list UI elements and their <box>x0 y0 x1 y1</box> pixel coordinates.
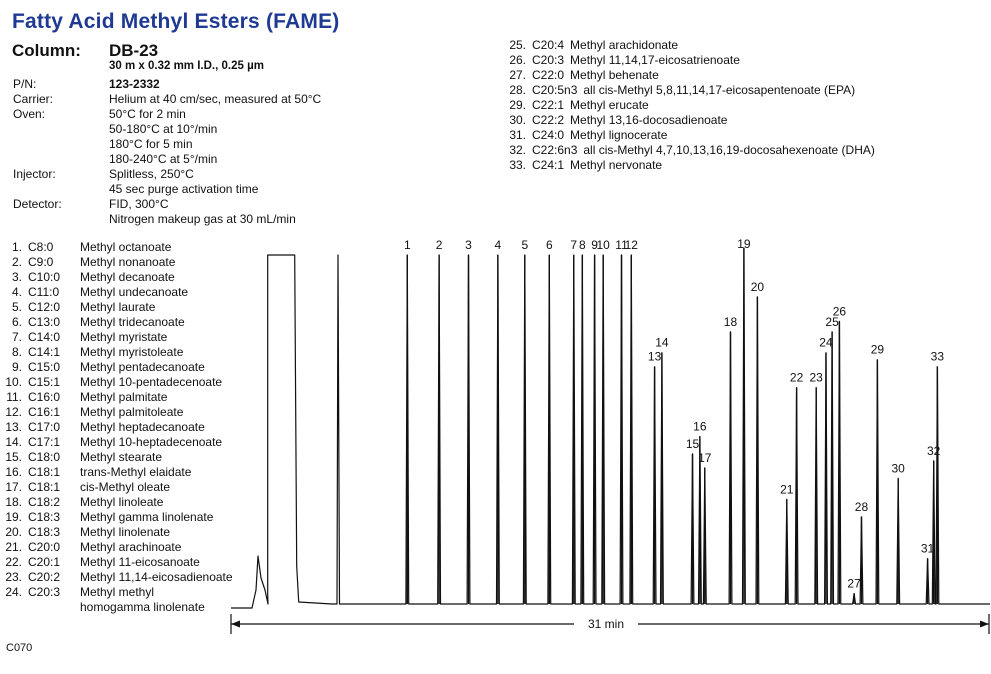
legend-item-num: 5. <box>11 300 22 314</box>
legend-item-name: Methyl nervonate <box>570 158 663 172</box>
legend-item-num: 28. <box>509 83 526 97</box>
column-value: DB-23 <box>109 41 159 60</box>
peak-label-12: 12 <box>624 238 638 252</box>
legend-item-num: 16. <box>5 465 22 479</box>
peak-label-9: 9 <box>591 238 598 252</box>
legend-item-num: 29. <box>509 98 526 112</box>
legend-item-code: C20:1 <box>28 555 61 569</box>
peak-label-26: 26 <box>832 304 847 319</box>
peak-label-7: 7 <box>570 238 578 252</box>
legend-item-code: C10:0 <box>28 270 61 284</box>
peak-label-32: 32 <box>927 443 941 458</box>
legend-item-name: Methyl linolenate <box>80 525 171 539</box>
legend-item-name: Methyl palmitate <box>80 390 168 404</box>
peak-label-22: 22 <box>789 370 804 385</box>
legend-item-code: C16:1 <box>28 405 61 419</box>
legend-item-code: C13:0 <box>28 315 61 329</box>
peak-label-31: 31 <box>920 541 935 556</box>
peak-label-13: 13 <box>647 349 662 364</box>
peak-label-23: 23 <box>809 370 823 385</box>
legend-item-name: Methyl lignocerate <box>570 128 668 142</box>
peak-label-17: 17 <box>698 450 712 465</box>
legend-item-code: C15:1 <box>28 375 61 389</box>
detector-key: Detector: <box>13 197 62 211</box>
legend-item-num: 2. <box>11 255 22 269</box>
time-axis-label: 31 min <box>587 617 625 631</box>
legend-item-num: 11. <box>6 390 22 404</box>
oven-line-4: 180-240°C at 5°/min <box>109 152 218 166</box>
legend-item-name: cis-Methyl oleate <box>80 480 171 494</box>
peak-label-18: 18 <box>723 314 738 329</box>
peak-label-1: 1 <box>403 238 411 252</box>
legend-item-code: C20:4 <box>532 38 565 52</box>
legend-item-name: Methyl nonanoate <box>80 255 176 269</box>
peak-label-27: 27 <box>847 576 861 591</box>
legend-item-code: C18:1 <box>28 480 61 494</box>
legend-item-code: C24:1 <box>532 158 565 172</box>
legend-item-name: Methyl tridecanoate <box>80 315 185 329</box>
legend-item-name: Methyl 13,16-docosadienoate <box>570 113 728 127</box>
chromatogram-trace <box>231 248 990 608</box>
legend-item-name: Methyl palmitoleate <box>80 405 184 419</box>
legend-item-num: 12. <box>5 405 22 419</box>
legend-item-name: Methyl octanoate <box>80 240 172 254</box>
peak-label-25: 25 <box>825 314 839 329</box>
legend-item-name: Methyl 11-eicosanoate <box>80 555 200 569</box>
legend-item-name: Methyl stearate <box>80 450 163 464</box>
peak-label-29: 29 <box>870 342 885 357</box>
legend-item-name: Methyl arachidonate <box>570 38 679 52</box>
peak-label-15: 15 <box>685 436 700 451</box>
legend-item-code: C18:3 <box>28 525 61 539</box>
legend-item-num: 30. <box>509 113 526 127</box>
peak-label-14: 14 <box>655 335 669 350</box>
legend-item-num: 26. <box>509 53 526 67</box>
legend-item-code: C18:0 <box>28 450 61 464</box>
legend-item-name: Methyl linoleate <box>80 495 164 509</box>
peak-label-5: 5 <box>521 238 529 252</box>
peak-label-30: 30 <box>891 461 905 476</box>
legend-item-num: 25. <box>509 38 526 52</box>
legend-item-num: 14. <box>5 435 22 449</box>
column-dimensions: 30 m x 0.32 mm I.D., 0.25 µm <box>109 60 264 72</box>
peak-label-33: 33 <box>930 349 945 364</box>
legend-item-name: Methyl gamma linolenate <box>80 510 214 524</box>
legend-item-name: Methyl undecanoate <box>80 285 189 299</box>
legend-item-code: C18:1 <box>28 465 61 479</box>
peak-label-4: 4 <box>494 238 502 252</box>
oven-line-1: 50°C for 2 min <box>109 107 186 121</box>
pn-key: P/N: <box>13 77 37 91</box>
legend-item-num: 17. <box>5 480 22 494</box>
peak-label-11: 11 <box>615 238 628 252</box>
oven-line-3: 180°C for 5 min <box>109 137 193 151</box>
peak-label-16: 16 <box>693 419 707 434</box>
peak-label-2: 2 <box>435 238 443 252</box>
legend-item-name: Methyl laurate <box>80 300 156 314</box>
legend-item-code: C15:0 <box>28 360 61 374</box>
legend-item-num: 24. <box>5 585 22 599</box>
legend-item-num: 23. <box>5 570 22 584</box>
legend-item-code: C20:2 <box>28 570 61 584</box>
injector-key: Injector: <box>13 167 56 181</box>
legend-item-name: Methyl myristate <box>80 330 168 344</box>
legend-item-name: homogamma linolenate <box>80 600 205 614</box>
axis-arrow-right <box>980 621 989 628</box>
legend-item-num: 3. <box>11 270 22 284</box>
legend-item-num: 19. <box>5 510 22 524</box>
legend-item-code: C8:0 <box>28 240 54 254</box>
legend-item-name: Methyl behenate <box>570 68 659 82</box>
legend-item-name: Methyl myristoleate <box>80 345 184 359</box>
legend-item-code: C20:3 <box>28 585 61 599</box>
oven-key: Oven: <box>13 107 46 121</box>
legend-item-num: 27. <box>509 68 526 82</box>
pn-value: 123-2332 <box>109 77 160 91</box>
legend-item-num: 31. <box>509 128 526 142</box>
legend-item-code: C20:0 <box>28 540 61 554</box>
legend-item-code: C20:5n3 <box>532 83 578 97</box>
legend-item-code: C24:0 <box>532 128 565 142</box>
legend-item-code: C22:2 <box>532 113 565 127</box>
legend-item-num: 18. <box>5 495 22 509</box>
legend-item-num: 1. <box>11 240 22 254</box>
legend-item-code: C16:0 <box>28 390 61 404</box>
column-label: Column: <box>12 41 81 60</box>
peak-label-28: 28 <box>854 499 869 514</box>
oven-line-2: 50-180°C at 10°/min <box>109 122 218 136</box>
legend-item-num: 15. <box>5 450 22 464</box>
peak-label-24: 24 <box>819 335 833 350</box>
legend-item-num: 21. <box>5 540 22 554</box>
legend-item-num: 33. <box>509 158 526 172</box>
peak-label-8: 8 <box>578 238 586 252</box>
legend-item-name: Methyl arachinoate <box>80 540 182 554</box>
carrier-key: Carrier: <box>13 92 54 106</box>
legend-item-name: Methyl erucate <box>570 98 649 112</box>
peak-label-20: 20 <box>750 279 765 294</box>
legend-item-code: C14:1 <box>28 345 61 359</box>
axis-arrow-left <box>231 621 240 628</box>
legend-item-code: C12:0 <box>28 300 61 314</box>
peak-label-10: 10 <box>596 238 610 252</box>
peak-label-19: 19 <box>737 237 751 251</box>
legend-item-code: C18:2 <box>28 495 61 509</box>
legend-item-code: C22:1 <box>532 98 565 112</box>
legend-item-num: 7. <box>11 330 22 344</box>
legend-item-num: 10. <box>5 375 22 389</box>
legend-item-num: 4. <box>11 285 22 299</box>
legend-item-name: Methyl heptadecanoate <box>80 420 205 434</box>
legend-item-name: Methyl 11,14,17-eicosatrienoate <box>570 53 740 67</box>
legend-item-code: C22:0 <box>532 68 565 82</box>
legend-item-code: C11:0 <box>28 285 60 299</box>
legend-item-name: Methyl methyl <box>80 585 155 599</box>
legend-item-num: 32. <box>509 143 526 157</box>
legend-item-num: 22. <box>5 555 22 569</box>
catalog-code: C070 <box>6 642 33 654</box>
detector-line-1: FID, 300°C <box>109 197 169 211</box>
legend-item-code: C20:3 <box>532 53 565 67</box>
legend-item-name: Methyl 10-heptadecenoate <box>80 435 223 449</box>
legend-item-name: all cis-Methyl 4,7,10,13,16,19-docosahexenoate (DHA) <box>583 143 875 157</box>
carrier-value: Helium at 40 cm/sec, measured at 50°C <box>109 92 322 106</box>
legend-item-code: C17:0 <box>28 420 61 434</box>
legend-item-code: C17:1 <box>28 435 61 449</box>
legend-item-num: 8. <box>11 345 22 359</box>
legend-item-num: 13. <box>5 420 22 434</box>
peak-label-3: 3 <box>465 238 472 252</box>
legend-item-name: Methyl pentadecanoate <box>80 360 205 374</box>
legend-item-name: Methyl decanoate <box>80 270 175 284</box>
injector-line-1: Splitless, 250°C <box>109 167 194 181</box>
legend-item-name: Methyl 10-pentadecenoate <box>80 375 223 389</box>
legend-item-name: Methyl 11,14-eicosadienoate <box>80 570 233 584</box>
legend-item-name: trans-Methyl elaidate <box>80 465 192 479</box>
injector-line-2: 45 sec purge activation time <box>109 182 259 196</box>
legend-item-num: 20. <box>5 525 22 539</box>
peak-label-6: 6 <box>545 238 553 252</box>
detector-line-2: Nitrogen makeup gas at 30 mL/min <box>109 212 296 226</box>
legend-item-code: C14:0 <box>28 330 61 344</box>
legend-item-num: 6. <box>11 315 22 329</box>
legend-item-num: 9. <box>11 360 22 374</box>
legend-item-code: C9:0 <box>28 255 54 269</box>
chart-title: Fatty Acid Methyl Esters (FAME) <box>12 10 340 33</box>
peak-label-21: 21 <box>780 482 794 497</box>
legend-item-code: C18:3 <box>28 510 61 524</box>
legend-item-code: C22:6n3 <box>532 143 578 157</box>
legend-item-name: all cis-Methyl 5,8,11,14,17-eicosapentenoate (EPA) <box>583 83 856 97</box>
